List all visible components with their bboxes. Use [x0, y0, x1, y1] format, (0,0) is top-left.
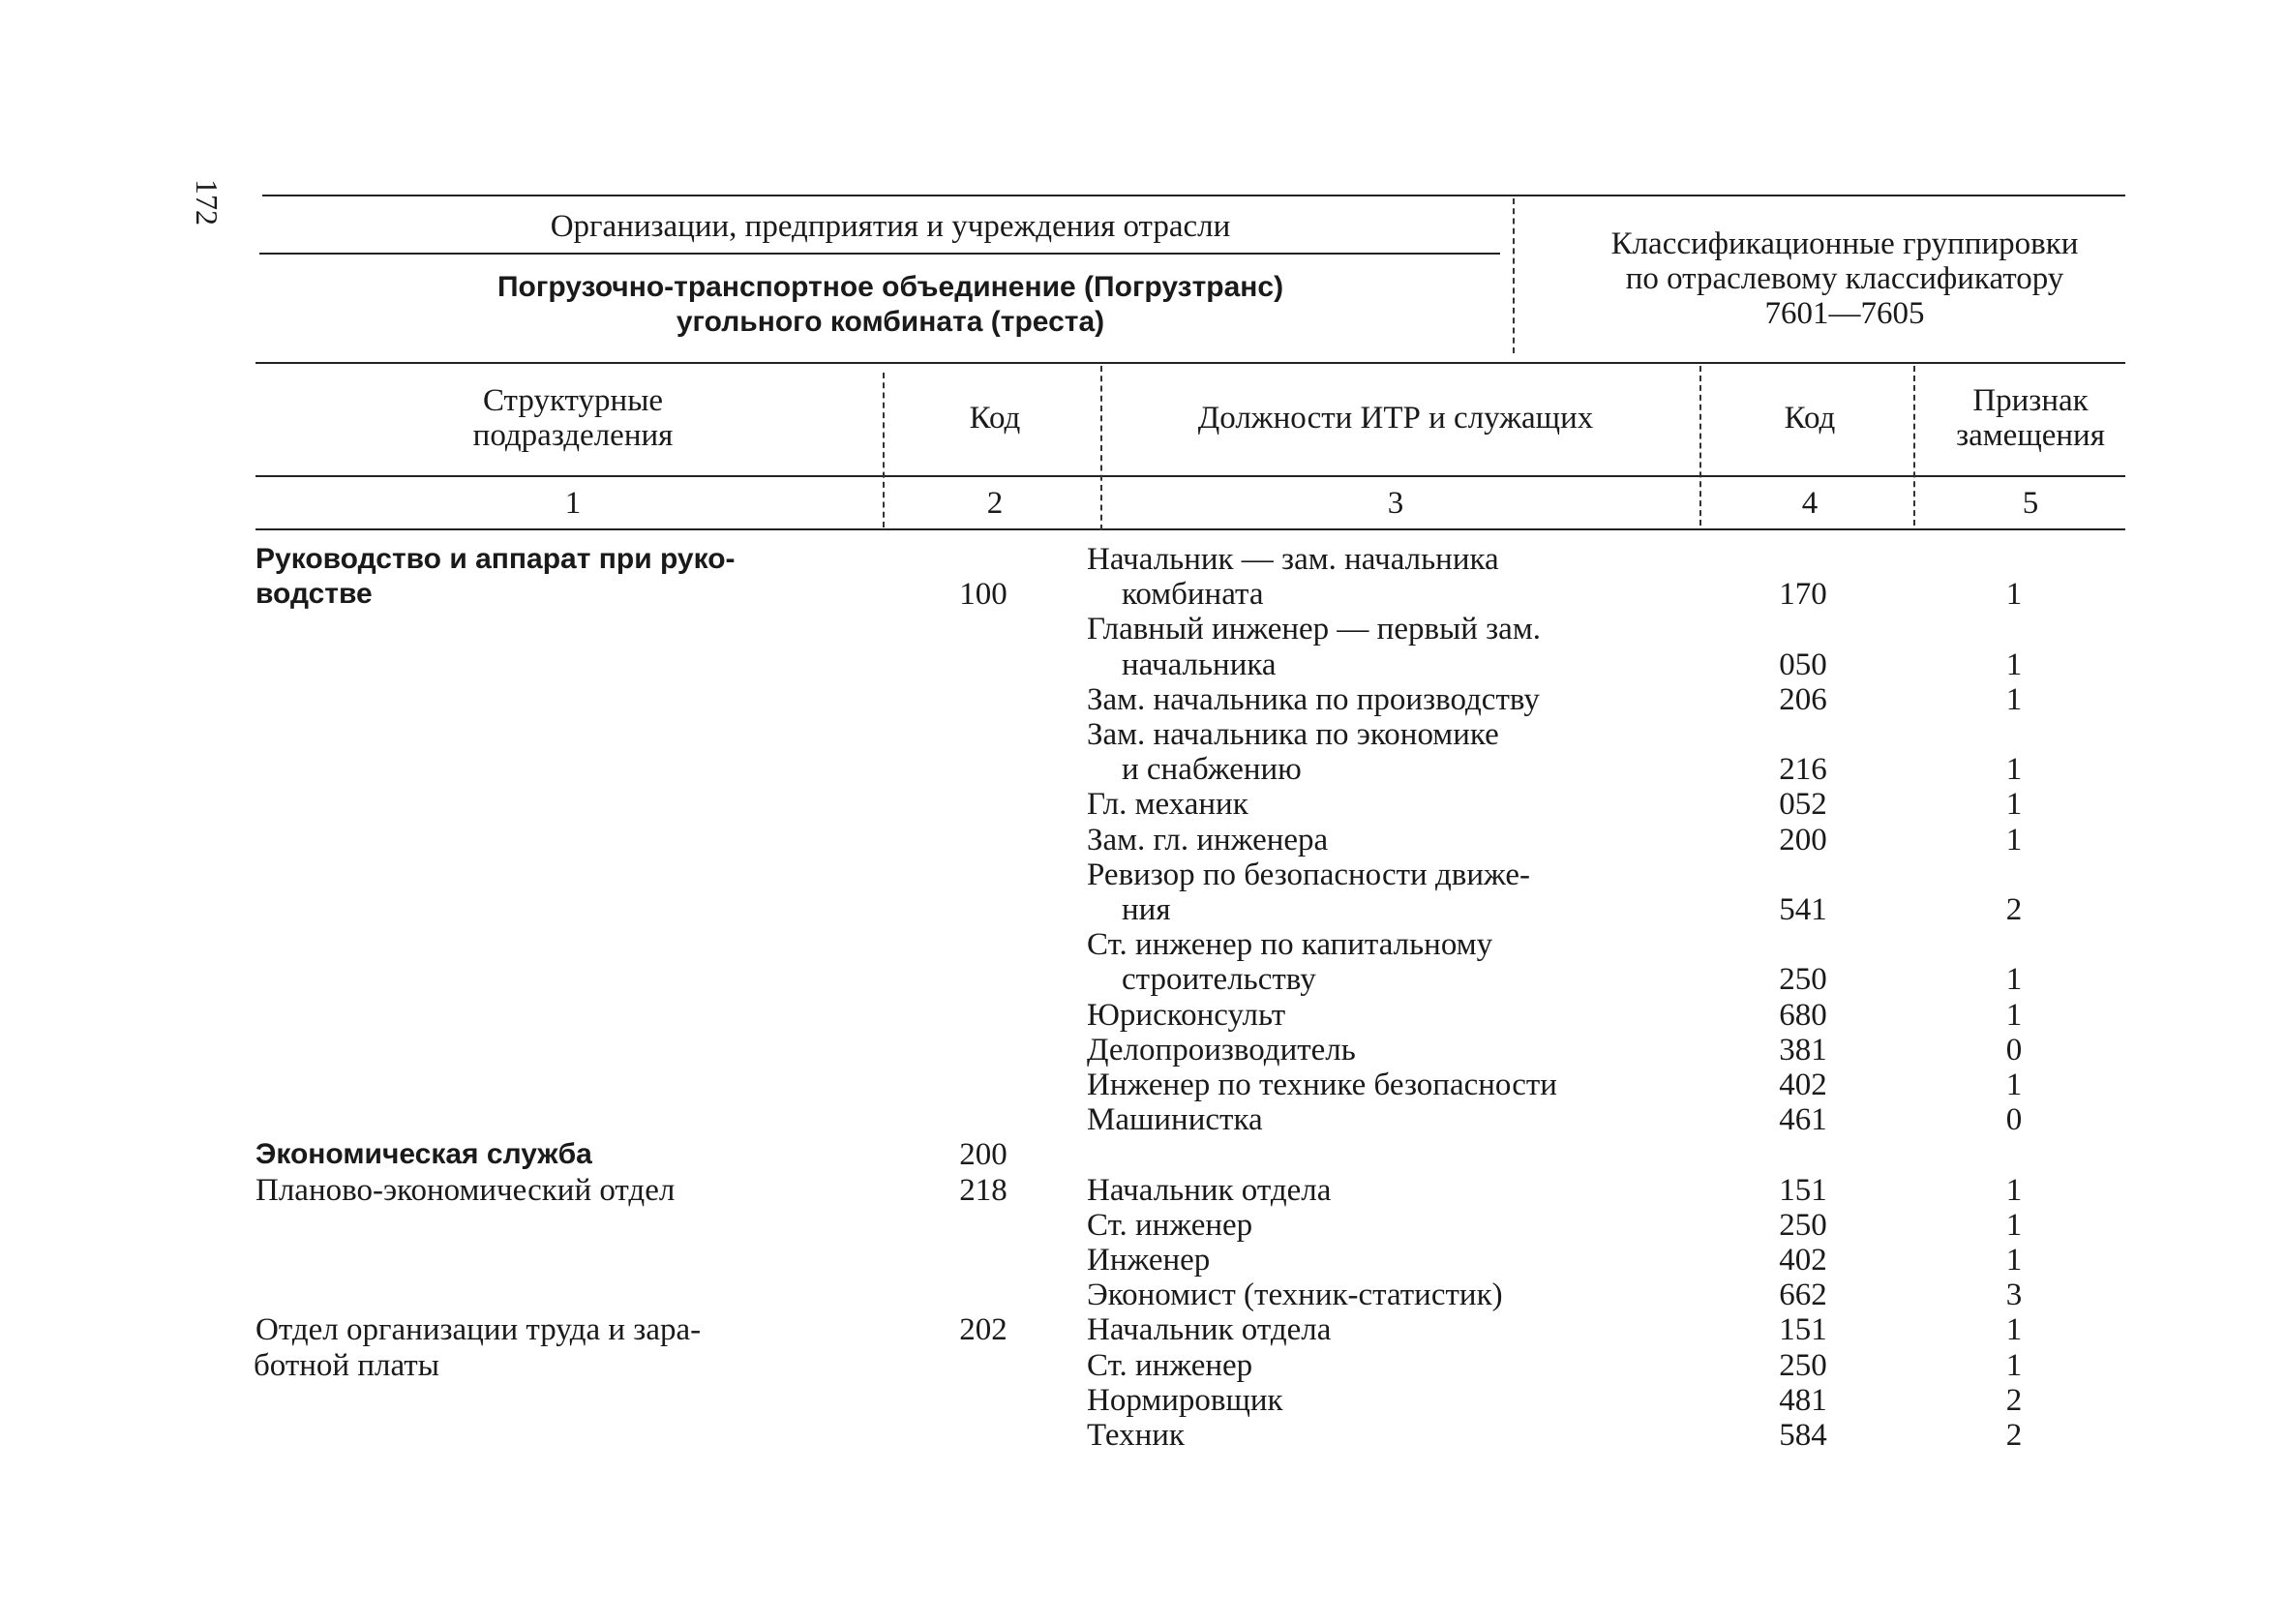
replacement-sign: 1 — [2005, 822, 2023, 857]
replacement-sign: 1 — [2005, 681, 2023, 717]
position-title: Ст. инженер — [1087, 1347, 1253, 1383]
column-number-1: 1 — [564, 486, 582, 521]
classifier-line-2: по отраслевому классификатору — [1625, 261, 2064, 296]
replacement-sign: 2 — [2005, 1418, 2023, 1453]
replacement-sign: 1 — [2005, 1243, 2023, 1278]
position-code: 402 — [1779, 1068, 1827, 1102]
column-header-4: Код — [1784, 401, 1836, 436]
position-code: 170 — [1779, 577, 1827, 613]
department-code: 218 — [959, 1172, 1007, 1208]
replacement-sign: 3 — [2005, 1278, 2023, 1313]
replacement-sign: 1 — [2005, 647, 2023, 682]
column-header-rule — [256, 475, 2125, 477]
position-title: Зам. начальника по экономике — [1087, 717, 1499, 752]
position-title: Ревизор по безопасности движе- — [1087, 857, 1531, 892]
position-code: 402 — [1779, 1243, 1827, 1278]
position-title: Начальник отдела — [1087, 1312, 1332, 1348]
position-title: комбината — [1122, 577, 1264, 613]
position-title: Зам. гл. инженера — [1087, 822, 1329, 857]
replacement-sign: 1 — [2005, 1207, 2023, 1243]
replacement-sign: 1 — [2005, 1172, 2023, 1208]
col-divider-3 — [1699, 366, 1701, 526]
position-title: Инженер по технике безопасности — [1087, 1068, 1557, 1102]
position-code: 052 — [1779, 787, 1827, 823]
position-title: начальника — [1122, 647, 1277, 682]
replacement-sign: 1 — [2005, 962, 2023, 998]
position-title: Юрисконсульт — [1087, 997, 1286, 1033]
replacement-sign: 2 — [2005, 1382, 2023, 1418]
position-title: Ст. инженер по капитальному — [1087, 927, 1493, 963]
position-title: Начальник отдела — [1087, 1172, 1332, 1208]
column-header-5: Признак — [1972, 383, 2089, 418]
header-divider — [1513, 198, 1515, 353]
column-header-1: подразделения — [472, 418, 674, 453]
position-code: 200 — [1779, 822, 1827, 857]
position-title: Начальник — зам. начальника — [1087, 542, 1499, 577]
position-code: 584 — [1779, 1418, 1827, 1453]
replacement-sign: 1 — [2005, 997, 2023, 1033]
position-code: 541 — [1779, 892, 1827, 927]
position-code: 461 — [1779, 1102, 1827, 1138]
department-name: Экономическая служба — [256, 1138, 592, 1171]
position-code: 151 — [1779, 1312, 1827, 1348]
position-title: Делопроизводитель — [1087, 1032, 1356, 1068]
classifier-line-1: Классификационные группировки — [1610, 226, 2079, 261]
position-code: 250 — [1779, 1207, 1827, 1243]
position-code: 216 — [1779, 752, 1827, 788]
department-code: 200 — [959, 1137, 1007, 1173]
replacement-sign: 0 — [2005, 1032, 2023, 1068]
replacement-sign: 2 — [2005, 892, 2023, 927]
position-title: Экономист (техник-статистик) — [1087, 1278, 1503, 1313]
position-title: и снабжению — [1122, 752, 1302, 788]
position-title: Техник — [1087, 1418, 1185, 1453]
col-divider-1 — [883, 373, 885, 527]
column-number-rule — [256, 528, 2125, 530]
position-code: 481 — [1779, 1382, 1827, 1418]
position-title: Главный инженер — первый зам. — [1087, 612, 1541, 647]
column-header-5: замещения — [1956, 418, 2105, 453]
replacement-sign: 1 — [2005, 1312, 2023, 1348]
position-title: Машинистка — [1087, 1102, 1263, 1138]
position-code: 662 — [1779, 1278, 1827, 1313]
position-title: Гл. механик — [1087, 787, 1248, 823]
replacement-sign: 1 — [2005, 1347, 2023, 1383]
position-title: строительству — [1122, 962, 1316, 998]
col-divider-4 — [1913, 366, 1915, 526]
top-rule — [262, 195, 2125, 196]
position-title: Зам. начальника по производству — [1087, 681, 1540, 717]
replacement-sign: 1 — [2005, 1068, 2023, 1102]
position-code: 050 — [1779, 647, 1827, 682]
column-number-5: 5 — [2022, 486, 2039, 521]
replacement-sign: 1 — [2005, 752, 2023, 788]
org-title-line-1: Погрузочно-транспортное объединение (Погрузтранс) — [496, 271, 1284, 303]
column-number-4: 4 — [1801, 486, 1819, 521]
column-header-2: Код — [969, 401, 1021, 436]
position-title: Ст. инженер — [1087, 1207, 1253, 1243]
replacement-sign: 0 — [2005, 1102, 2023, 1138]
department-code: 100 — [959, 577, 1007, 613]
replacement-sign: 1 — [2005, 787, 2023, 823]
header-rule — [256, 362, 2125, 364]
column-header-1: Структурные — [482, 383, 664, 418]
column-header-3: Должности ИТР и служащих — [1197, 401, 1594, 436]
position-code: 250 — [1779, 1347, 1827, 1383]
department-code: 202 — [959, 1312, 1007, 1348]
department-name: Планово-экономический отдел — [256, 1172, 676, 1208]
department-name: водстве — [256, 578, 373, 611]
position-title: Нормировщик — [1087, 1382, 1283, 1418]
position-code: 680 — [1779, 997, 1827, 1033]
org-title-line-2: угольного комбината (треста) — [676, 306, 1105, 338]
classifier-line-3: 7601—7605 — [1764, 296, 1925, 331]
col-divider-2 — [1100, 366, 1102, 530]
department-name: Отдел организации труда и зара- — [256, 1312, 702, 1348]
position-code: 381 — [1779, 1032, 1827, 1068]
department-name: Руководство и аппарат при руко- — [256, 543, 736, 575]
department-name: ботной платы — [254, 1347, 439, 1383]
org-label: Организации, предприятия и учреждения отрасли — [550, 209, 1231, 244]
position-title: Инженер — [1087, 1243, 1211, 1278]
column-number-2: 2 — [986, 486, 1004, 521]
position-code: 250 — [1779, 962, 1827, 998]
org-label-rule — [259, 253, 1500, 255]
column-number-3: 3 — [1387, 486, 1404, 521]
position-title: ния — [1122, 892, 1171, 927]
position-code: 151 — [1779, 1172, 1827, 1208]
replacement-sign: 1 — [2005, 577, 2023, 613]
page-number: 172 — [190, 179, 225, 226]
position-code: 206 — [1779, 681, 1827, 717]
